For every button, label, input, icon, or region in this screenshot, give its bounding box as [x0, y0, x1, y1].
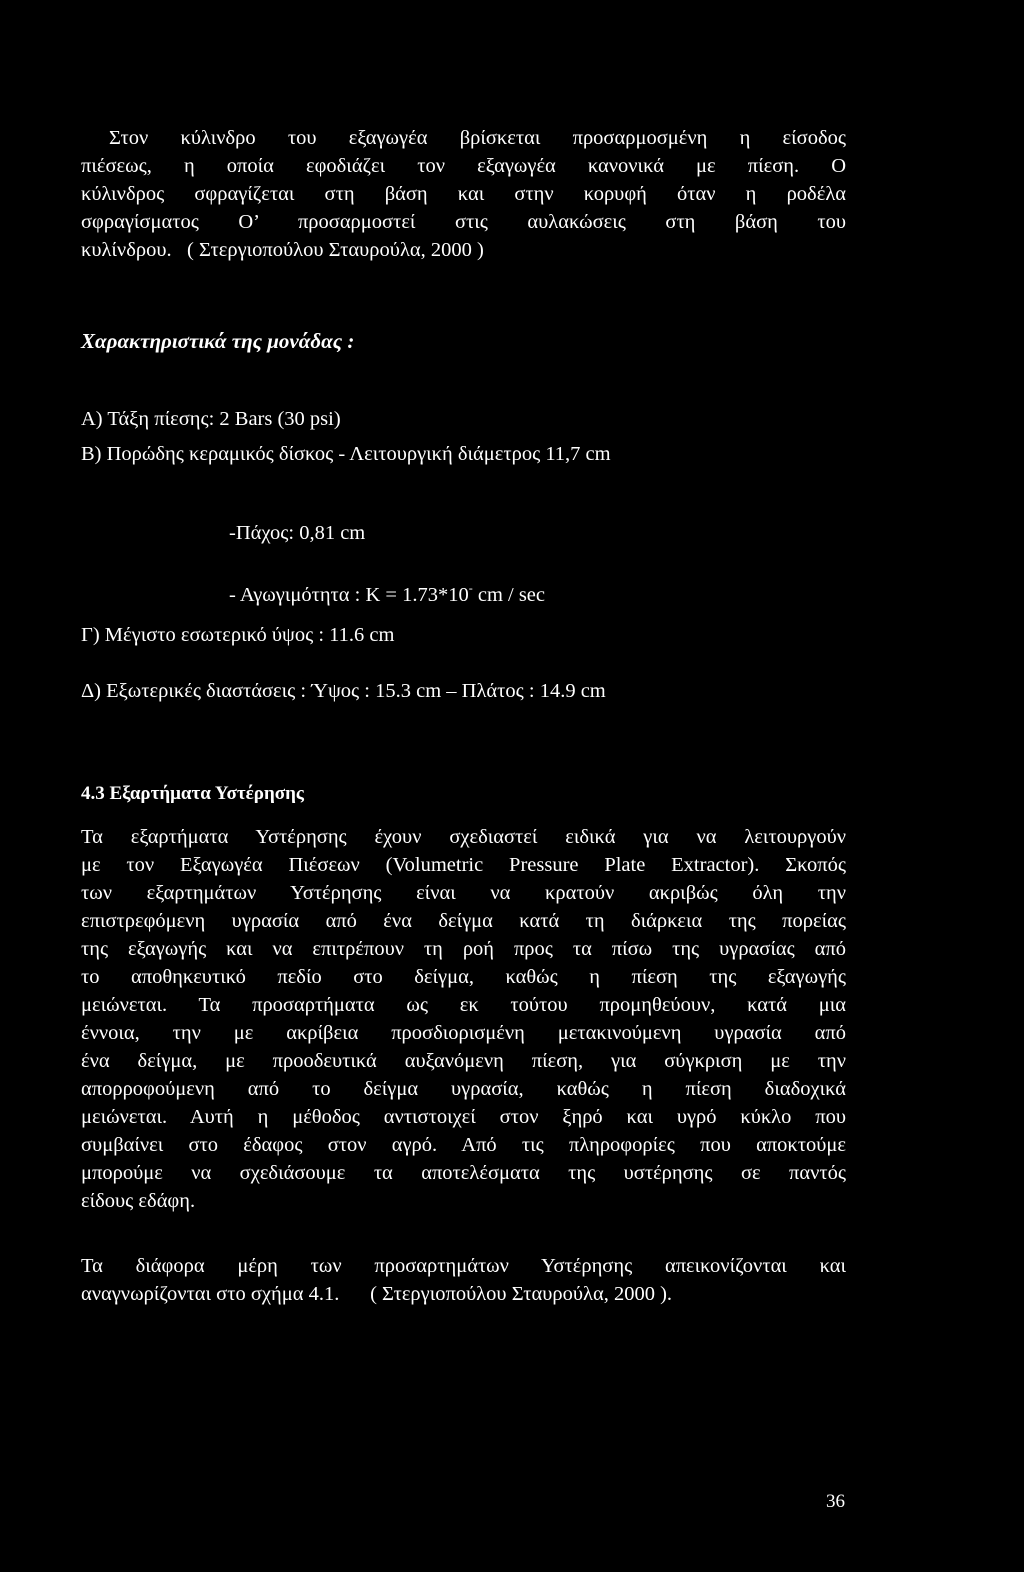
paragraph-line: έννοια, την με ακρίβεια προσδιορισμένη μετακινούμενη υγρασία από [81, 1022, 846, 1044]
paragraph-line: μπορούμε να σχεδιάσουμε τα αποτελέσματα της υστέρησης σε παντός [81, 1162, 846, 1184]
figure-reference-paragraph [81, 1252, 846, 1308]
spec-thickness: -Πάχος: 0,81 cm [229, 522, 366, 544]
paragraph-line: ένα δείγμα, με προοδευτικά αυξανόμενη πίεση, για σύγκριση με την [81, 1050, 846, 1072]
section-heading: 4.3 Εξαρτήματα Υστέρησης [81, 783, 304, 804]
spec-pressure-rating: Α) Τάξη πίεσης: 2 Bars (30 psi) [81, 408, 341, 430]
paragraph-line: Τα εξαρτήματα Υστέρησης έχουν σχεδιαστεί ειδικά για να λειτουργούν [81, 826, 846, 848]
paragraph-line: μειώνεται. Αυτή η μέθοδος αντιστοιχεί στον ξηρό και υγρό κύκλο που [81, 1106, 846, 1128]
paragraph-line: απορροφούμενη από το δείγμα υγρασία, καθώς η πίεση διαδοχικά [81, 1078, 846, 1100]
conductivity-value: - Αγωγιμότητα : K = 1.73*10 [229, 584, 469, 606]
paragraph-line: της εξαγωγής και να επιτρέπουν τη ροή προς τα πίσω της υγρασίας από [81, 938, 846, 960]
paragraph-line: Στον κύλινδρο του εξαγωγέα βρίσκεται προσαρμοσμένη η είσοδος [109, 127, 846, 149]
paragraph-line: Τα διάφορα μέρη των προσαρτημάτων Υστέρησης απεικονίζονται και [81, 1255, 846, 1277]
spec-ceramic-disc: Β) Πορώδης κεραμικός δίσκος - Λειτουργική διάμετρος 11,7 cm [81, 443, 611, 465]
paragraph-line: αναγνωρίζονται στο σχήμα 4.1. ( Στεργιοπούλου Σταυρούλα, 2000 ). [81, 1283, 673, 1305]
paragraph-line: των εξαρτημάτων Υστέρησης είναι να κρατούν ακριβώς όλη την [81, 882, 846, 904]
spec-external-dimensions: Δ) Εξωτερικές διαστάσεις : Ύψος : 15.3 cm – Πλάτος : 14.9 cm [81, 680, 606, 702]
paragraph-line: πιέσεως, η οποία εφοδιάζει τον εξαγωγέα κανονικά με πίεση. Ο [81, 155, 846, 177]
paragraph-line: σφραγίσματος Ο’ προσαρμοστεί στις αυλακώσεις στη βάση του [81, 211, 846, 233]
intro-paragraph [81, 124, 846, 264]
spec-conductivity [229, 574, 545, 609]
conductivity-unit: cm / sec [472, 584, 546, 606]
spec-max-height: Γ) Μέγιστο εσωτερικό ύψος : 11.6 cm [81, 624, 395, 646]
paragraph-line: επιστρεφόμενη υγρασία από ένα δείγμα κατά τη διάρκεια της πορείας [81, 910, 846, 932]
paragraph-line: είδους εδάφη. [81, 1190, 196, 1212]
page-number: 36 [826, 1491, 845, 1512]
paragraph-line: κυλίνδρου. ( Στεργιοπούλου Σταυρούλα, 2000 ) [81, 239, 484, 261]
paragraph-line: συμβαίνει στο έδαφος στον αγρό. Από τις πληροφορίες που αποκτούμε [81, 1134, 846, 1156]
paragraph-line: με τον Εξαγωγέα Πιέσεων (Volumetric Pressure Plate Extractor). Σκοπός [81, 854, 846, 876]
paragraph-line: μειώνεται. Τα προσαρτήματα ως εκ τούτου προμηθεύουν, κατά μια [81, 994, 846, 1016]
paragraph-line: κύλινδρος σφραγίζεται στη βάση και στην κορυφή όταν η ροδέλα [81, 183, 846, 205]
hysteresis-paragraph [81, 823, 846, 1215]
paragraph-line: το αποθηκευτικό πεδίο στο δείγμα, καθώς η πίεση της εξαγωγής [81, 966, 846, 988]
characteristics-heading: Χαρακτηριστικά της μονάδας : [81, 329, 355, 353]
conductivity-exponent: - [468, 581, 473, 595]
